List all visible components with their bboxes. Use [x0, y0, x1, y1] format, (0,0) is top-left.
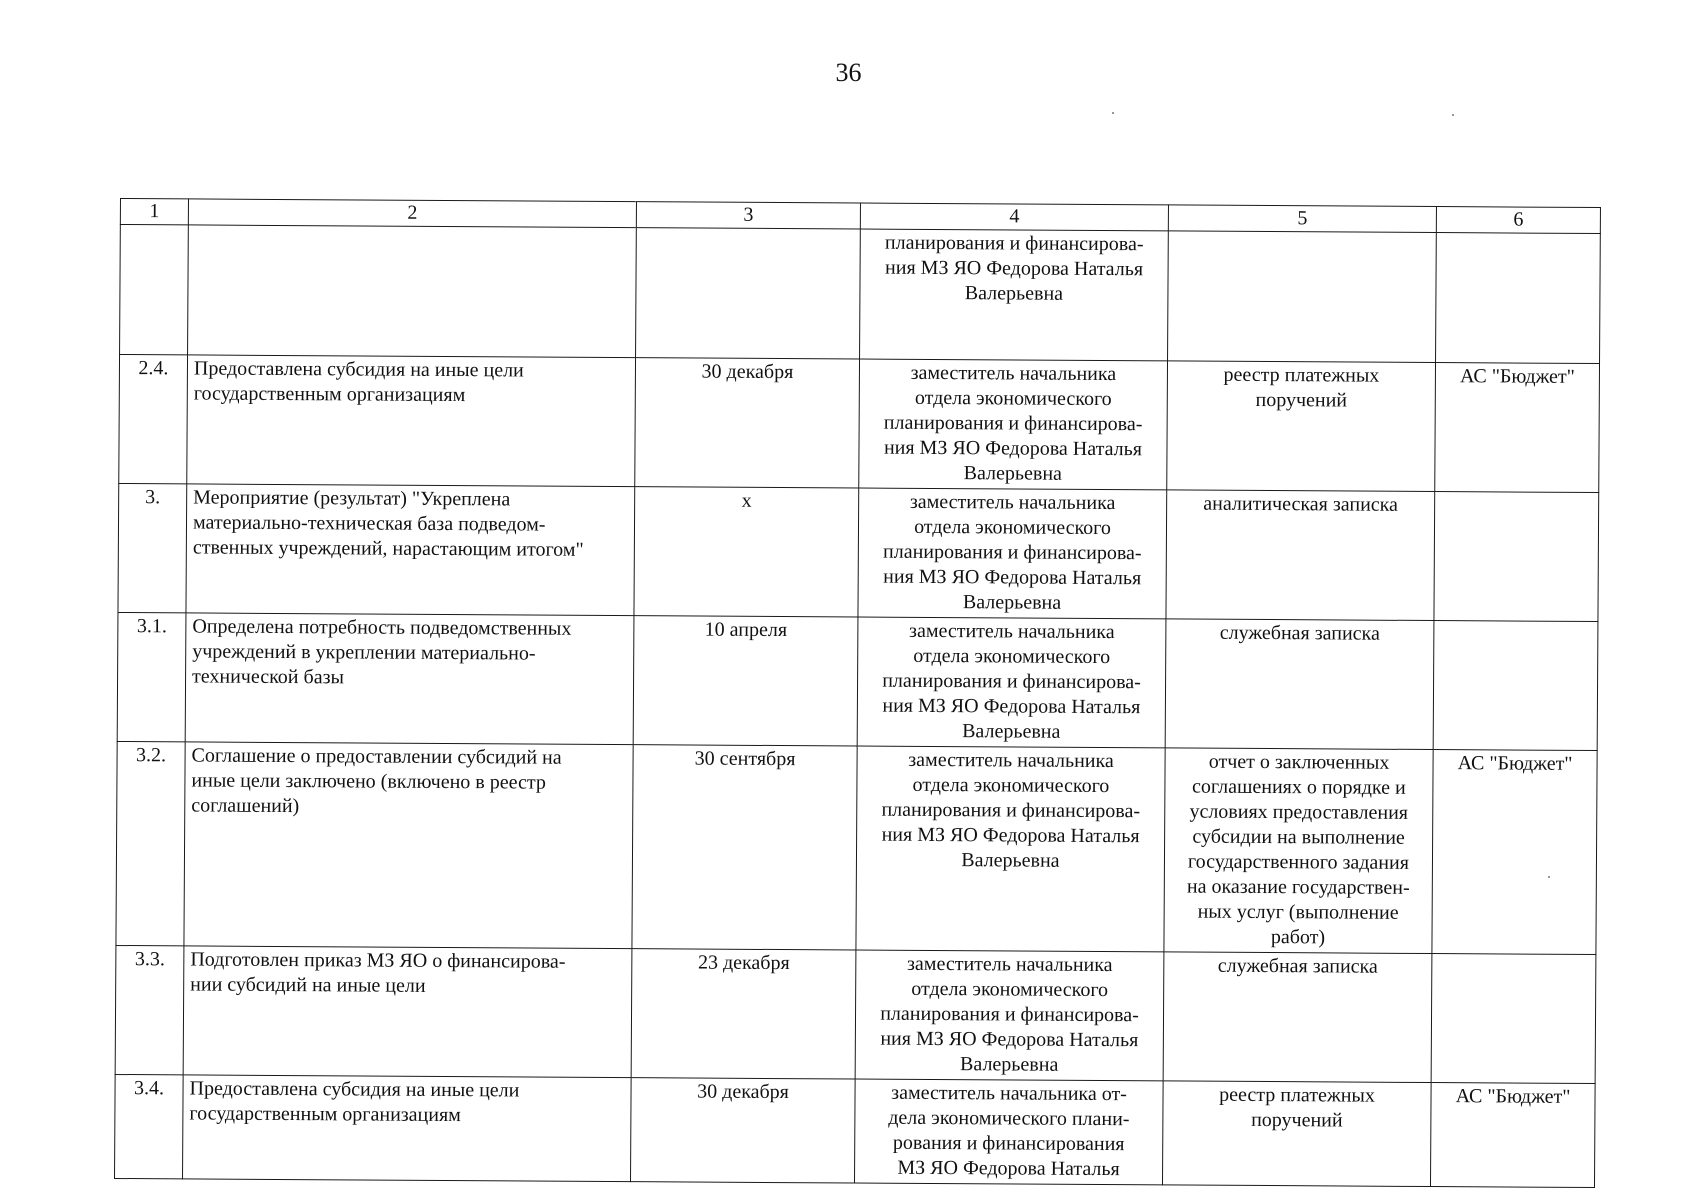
due-date-cell: [636, 228, 861, 359]
information-system: [1438, 955, 1589, 956]
due-date-cell: [631, 1078, 856, 1183]
event-name-cell: [188, 225, 637, 358]
information-system-cell: [1434, 492, 1599, 622]
information-system: АС "Бюджет": [1455, 1085, 1571, 1108]
row-number-cell: [115, 945, 184, 1074]
information-system: [1441, 493, 1592, 494]
confirming-document: [1175, 232, 1430, 234]
table-row: [120, 225, 1601, 364]
information-system-cell: [1435, 363, 1600, 493]
row-number-cell: [118, 483, 187, 612]
event-name: Предоставлена субсидия на иные цели государственным организациям: [193, 357, 524, 407]
row-number-cell: [119, 355, 188, 484]
column-header: 1: [120, 199, 188, 225]
row-number: 3.4.: [133, 1077, 165, 1100]
confirming-document: аналитическая записка: [1203, 492, 1399, 516]
responsible-person: заместитель начальника от- дела экономического плани- рования и финансирования МЗ ЯО Федорова Наталья: [888, 1081, 1130, 1181]
responsible-person-cell: [855, 950, 1164, 1081]
confirming-document: служебная записка: [1217, 954, 1378, 978]
due-date-cell: [631, 949, 856, 1079]
due-date: 30 декабря: [697, 1080, 789, 1104]
responsible-person-cell: [858, 488, 1167, 619]
table-row: [116, 741, 1597, 954]
event-name: Соглашение о предоставлении субсидий на иные цели заключено (включено в реестр соглашений): [191, 744, 562, 818]
due-date: [643, 229, 854, 230]
responsible-person-cell: [859, 359, 1168, 490]
event-name: Предоставлена субсидия на иные цели государственным организациям: [189, 1077, 520, 1127]
due-date: 30 декабря: [701, 360, 794, 384]
row-number: 3.: [145, 486, 161, 509]
responsible-person: заместитель начальника отдела экономического планирования и финансирова- ния МЗ ЯО Федорова Наталья Валерьевна: [883, 361, 1143, 485]
information-system-cell: [1431, 954, 1596, 1084]
event-name-cell: [183, 946, 632, 1078]
plan-table: [114, 198, 1601, 1188]
row-number: 3.2.: [136, 744, 167, 767]
information-system: АС "Бюджет": [1457, 752, 1573, 775]
row-number: 3.3.: [134, 948, 165, 971]
scan-speck: [1452, 114, 1454, 116]
due-date-cell: [634, 487, 859, 617]
confirming-document-cell: [1167, 361, 1436, 492]
row-number: 3.1.: [136, 615, 167, 638]
table-row: [119, 355, 1600, 493]
information-system-cell: [1430, 1083, 1595, 1188]
confirming-document: служебная записка: [1219, 621, 1380, 645]
responsible-person-cell: [857, 617, 1166, 748]
row-number-cell: [116, 741, 185, 945]
event-name: [195, 226, 630, 229]
table-row: [115, 1074, 1596, 1187]
due-date: 23 декабря: [697, 951, 790, 975]
column-header: 6: [1436, 207, 1600, 234]
event-name: Подготовлен приказ МЗ ЯО о финансирова- нии субсидий на иные цели: [190, 948, 566, 997]
responsible-person: планирования и финансирова- ния МЗ ЯО Федорова Наталья Валерьевна: [884, 231, 1144, 305]
confirming-document-cell: [1165, 619, 1434, 750]
column-header: 3: [636, 202, 860, 229]
row-number-cell: [115, 1074, 184, 1178]
confirming-document: реестр платежных поручений: [1219, 1083, 1375, 1132]
due-date-cell: [632, 745, 857, 950]
responsible-person-cell: [856, 746, 1165, 952]
information-system: [1440, 622, 1591, 623]
due-date: х: [741, 489, 752, 512]
event-name-cell: [183, 1075, 632, 1182]
confirming-document-cell: [1166, 490, 1435, 621]
confirming-document-cell: [1163, 952, 1432, 1083]
confirming-document: отчет о заключенных соглашениях о порядке и условиях предоставления субсидии на выполнение государственного задания на оказание государствен- ных услуг (выполнение работ): [1186, 750, 1410, 949]
page-number: 36: [835, 58, 862, 87]
confirming-document-cell: [1168, 231, 1437, 363]
event-name: Мероприятие (результат) "Укреплена материально-техническая база подведом- ственных учреждений, нарастающим итогом": [192, 486, 584, 561]
row-number-cell: [120, 225, 189, 355]
column-header: 5: [1168, 205, 1436, 233]
event-name: Определена потребность подведомственных учреждений в укреплении материально- технической базы: [192, 615, 572, 689]
due-date: 30 сентября: [694, 747, 796, 771]
row-number: 2.4.: [138, 357, 169, 380]
information-system-cell: [1432, 750, 1597, 955]
event-name-cell: [184, 742, 633, 949]
confirming-document-cell: [1164, 748, 1433, 954]
responsible-person: заместитель начальника отдела экономического планирования и финансирова- ния МЗ ЯО Федорова Наталья Валерьевна: [881, 748, 1141, 872]
responsible-person-cell: [854, 1079, 1163, 1185]
responsible-person: заместитель начальника отдела экономического планирования и финансирова- ния МЗ ЯО Федорова Наталья Валерьевна: [882, 619, 1141, 743]
table-row: [118, 483, 1599, 621]
column-header: 4: [860, 203, 1168, 231]
information-system-cell: [1436, 233, 1601, 364]
due-date: 10 апреля: [704, 618, 788, 642]
due-date-cell: [633, 616, 858, 746]
responsible-person-cell: [860, 229, 1169, 361]
due-date-cell: [635, 358, 860, 488]
event-name-cell: [187, 355, 636, 487]
row-number-cell: [117, 612, 186, 741]
information-system: [1443, 234, 1594, 235]
scan-speck: [1112, 112, 1114, 114]
confirming-document: реестр платежных поручений: [1223, 363, 1380, 412]
responsible-person: заместитель начальника отдела экономического планирования и финансирова- ния МЗ ЯО Федорова Наталья Валерьевна: [882, 490, 1142, 614]
event-name-cell: [186, 484, 635, 616]
confirming-document-cell: [1162, 1081, 1431, 1187]
event-name-cell: [185, 613, 634, 745]
information-system: АС "Бюджет": [1459, 365, 1575, 388]
table-row: [117, 612, 1598, 750]
responsible-person: заместитель начальника отдела экономического планирования и финансирова- ния МЗ ЯО Федорова Наталья Валерьевна: [880, 952, 1139, 1076]
table-row: [115, 945, 1596, 1083]
information-system-cell: [1433, 621, 1598, 751]
column-header: 2: [188, 199, 636, 228]
